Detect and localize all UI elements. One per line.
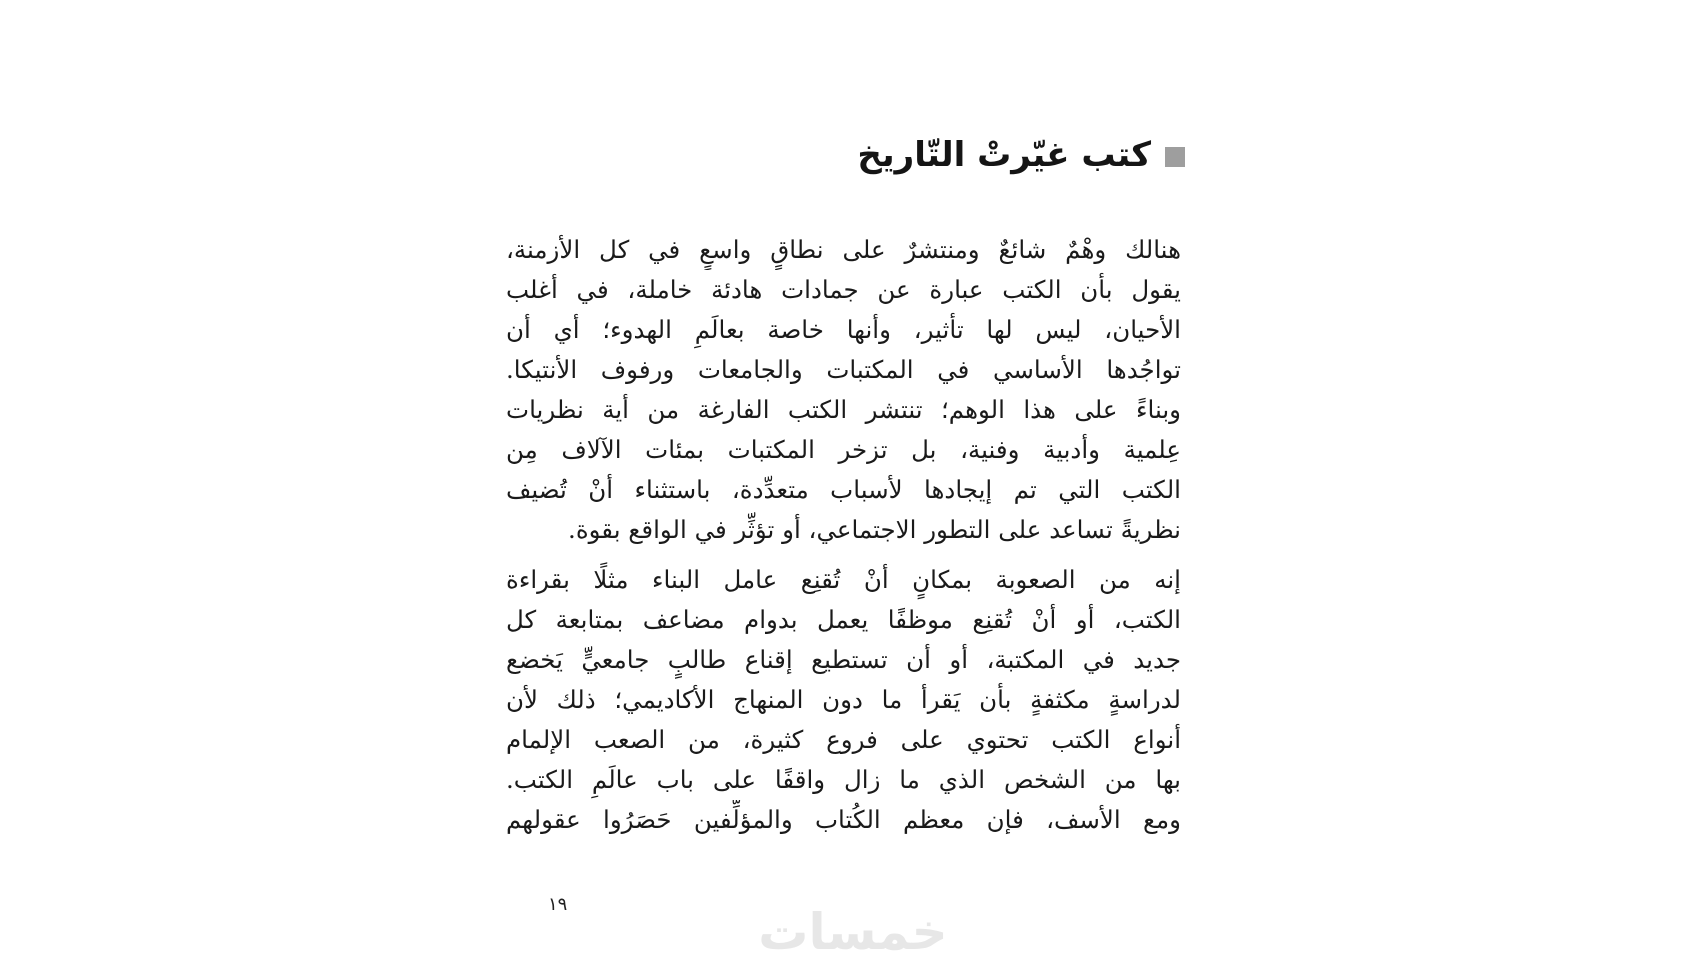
text-line: ومع الأسف، فإن معظم الكُتاب والمؤلِّفين حَصَرُوا عقولهم [506, 805, 1181, 834]
text-line: أنواع الكتب تحتوي على فروع كثيرة، من الصعب الإلمام [506, 725, 1181, 754]
text-line: إنه من الصعوبة بمكانٍ أنْ تُقنِع عامل البناء مثلًا بقراءة [506, 565, 1181, 594]
text-line: هنالك وهْمٌ شائعٌ ومنتشرٌ على نطاقٍ واسعٍ في كل الأزمنة، [506, 235, 1181, 264]
text-line: وبناءً على هذا الوهم؛ تنتشر الكتب الفارغة من أية نظريات [506, 395, 1181, 424]
paragraph [506, 230, 1181, 550]
section-heading [820, 120, 1185, 190]
heading-square-marker [1165, 147, 1185, 167]
text-line: لدراسةٍ مكثفةٍ بأن يَقرأ ما دون المنهاج الأكاديمي؛ ذلك لأن [506, 685, 1181, 714]
body-text [506, 230, 1181, 840]
text-line: يقول بأن الكتب عبارة عن جمادات هادئة خاملة، في أغلب [506, 275, 1181, 304]
watermark-logo: خمسات [758, 903, 948, 961]
paragraph [506, 560, 1181, 840]
text-line: الكتب التي تم إيجادها لأسباب متعدِّدة، باستثناء أنْ تُضيف [506, 475, 1181, 504]
text-line: الأحيان، ليس لها تأثير، وأنها خاصة بعالَمِ الهدوء؛ أي أن [506, 315, 1181, 344]
text-line: نظريةً تساعد على التطور الاجتماعي، أو تؤثِّر في الواقع بقوة. [568, 515, 1181, 544]
text-line: الكتب، أو أنْ تُقنِع موظفًا يعمل بدوام مضاعف بمتابعة كل [506, 605, 1181, 634]
text-line: عِلمية وأدبية وفنية، بل تزخر المكتبات بمئات الآلاف مِن [506, 435, 1181, 464]
text-line: بها من الشخص الذي ما زال واقفًا على باب عالَمِ الكتب. [506, 765, 1181, 794]
page-number: ١٩ [548, 894, 568, 915]
text-line: تواجُدها الأساسي في المكتبات والجامعات ورفوف الأنتيكا. [506, 355, 1181, 384]
heading-title: كتب غيّرتْ التّاريخ [857, 135, 1151, 175]
text-line: جديد في المكتبة، أو أن تستطيع إقناع طالبٍ جامعيٍّ يَخضع [506, 645, 1181, 674]
